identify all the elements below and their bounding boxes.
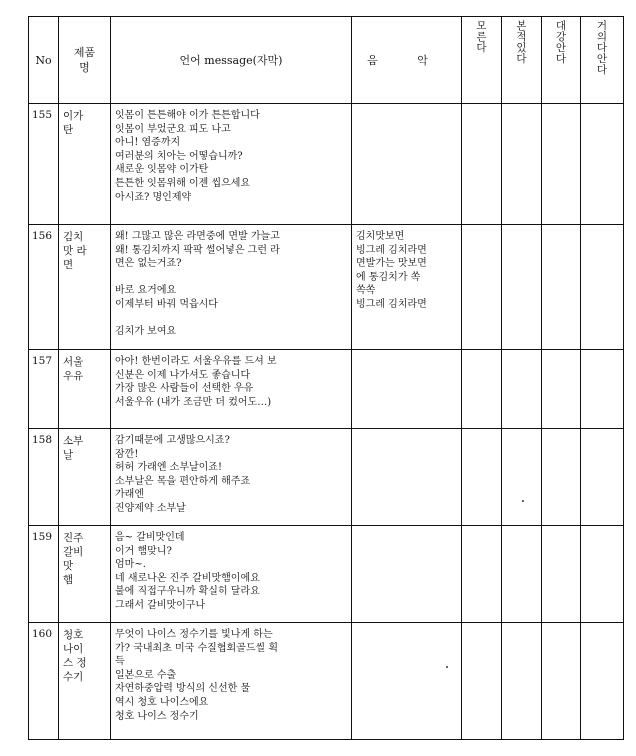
row-check-almost-know (581, 104, 624, 225)
message-line: 바로 요거에요 (115, 285, 177, 297)
row-music (352, 225, 462, 350)
header-no: No (29, 17, 59, 104)
music-line: 쏙쏙 (356, 285, 376, 297)
table-row (29, 623, 624, 740)
message-line: 이거 햄맞니? (115, 545, 172, 557)
message-line: 잇몸이 튼튼해야 이가 튼튼합니다 (115, 110, 260, 121)
message-line: 무엇이 나이스 정수기를 빛나게 하는 (115, 629, 273, 640)
message-line: 이제부터 바꿔 먹읍시다 (115, 298, 218, 310)
product-line: 갈비 (63, 546, 84, 558)
row-check-almost-know (581, 350, 624, 429)
message-line: 신분은 이제 나가셔도 좋습니다 (115, 369, 251, 381)
row-product (59, 350, 111, 429)
row-music (352, 623, 462, 740)
row-check-dont-know (462, 350, 502, 429)
message-line: 가? 국내최초 미국 수질협회골드씰 획 (115, 642, 278, 654)
row-product (59, 225, 111, 350)
product-line: 이가 (63, 110, 84, 122)
row-check-have-seen (502, 429, 542, 526)
message-line: 허허 가래엔 소부날이죠! (115, 462, 222, 474)
music-line: 빙그레 김치라면 (356, 298, 427, 310)
row-check-dont-know (462, 526, 502, 623)
row-check-roughly-know (542, 350, 581, 429)
scan-speck (446, 666, 448, 668)
message-line: 잠깐! (115, 448, 139, 460)
row-message (111, 104, 352, 225)
row-check-have-seen (502, 104, 542, 225)
row-music (352, 526, 462, 623)
message-line: 왜! 통김치까지 팍팍 썰어넣은 그런 라 (115, 244, 280, 256)
header-char: 다 (555, 53, 567, 65)
row-check-dont-know (462, 104, 502, 225)
product-line: 서울 (63, 356, 84, 368)
row-check-roughly-know (542, 225, 581, 350)
header-product-line: 명 (79, 61, 90, 74)
row-check-have-seen (502, 225, 542, 350)
row-message (111, 225, 352, 350)
row-no: 156 (29, 225, 59, 350)
header-music: 음 악 (352, 17, 462, 104)
row-check-dont-know (462, 429, 502, 526)
header-char: 거 (596, 20, 608, 32)
row-message (111, 429, 352, 526)
header-almost-know (581, 17, 624, 104)
header-char: 강 (555, 31, 567, 43)
header-product-line: 제품 (73, 46, 96, 59)
row-no: 158 (29, 429, 59, 526)
product-line: 탄 (63, 124, 74, 136)
row-check-roughly-know (542, 526, 581, 623)
row-music (352, 350, 462, 429)
product-line: 날 (63, 449, 74, 461)
row-product (59, 526, 111, 623)
row-check-dont-know (462, 225, 502, 350)
row-check-have-seen (502, 623, 542, 740)
message-line: 득 (115, 656, 125, 668)
header-message: 언어 message(자막) (111, 17, 352, 104)
header-char: 대 (555, 20, 567, 32)
message-line: 가장 많은 사람들이 선택한 우유 (115, 383, 254, 395)
row-music (352, 429, 462, 526)
product-line: 면 (63, 259, 74, 271)
header-char: 안 (596, 53, 608, 65)
message-line: 네 새로나온 진주 갈비맛햄이에요 (115, 572, 260, 584)
table-row (29, 350, 624, 429)
row-check-roughly-know (542, 623, 581, 740)
header-char: 른 (476, 31, 487, 43)
header-char: 다 (596, 64, 608, 76)
row-check-dont-know (462, 623, 502, 740)
product-line: 소부 (63, 435, 84, 447)
product-line: 청호 (63, 629, 84, 641)
header-dont-know (462, 17, 502, 104)
header-char: 모 (476, 20, 487, 32)
header-have-seen (502, 17, 542, 104)
header-char: 본 (516, 20, 527, 32)
product-line: 진주 (63, 532, 84, 544)
message-line: 왜! 그많고 많은 라면중에 면발 가늘고 (115, 231, 280, 242)
row-check-almost-know (581, 429, 624, 526)
message-line: 그래서 갈비맛이구나 (115, 599, 206, 611)
header-char: 다 (596, 42, 608, 54)
product-line: 맛 (63, 560, 74, 572)
music-line: 면발가는 맛보면 (356, 258, 427, 270)
header-char: 다 (476, 42, 487, 54)
message-line: 감기때문에 고생많으시죠? (115, 435, 230, 446)
message-line: 아니! 염증까지 (115, 137, 181, 149)
product-line: 스 정 (63, 657, 87, 669)
row-check-roughly-know (542, 104, 581, 225)
message-line: 역시 청호 나이스에요 (115, 696, 209, 708)
row-music (352, 104, 462, 225)
message-line: 일본으로 수출 (115, 669, 177, 681)
row-no: 159 (29, 526, 59, 623)
message-line: 진양제약 소부날 (115, 502, 186, 514)
row-check-almost-know (581, 526, 624, 623)
table-row (29, 526, 624, 623)
table-row (29, 104, 624, 225)
table-row (29, 429, 624, 526)
music-line: 김치맛보면 (356, 231, 405, 242)
message-line: 아시죠? 명인제약 (115, 191, 192, 203)
row-product (59, 429, 111, 526)
row-product (59, 104, 111, 225)
header-product (59, 17, 111, 104)
message-line-blank (115, 312, 349, 326)
music-line: 에 통김치가 쏙 (356, 271, 421, 283)
row-no: 157 (29, 350, 59, 429)
product-line: 맛 라 (63, 245, 87, 257)
message-line-blank (115, 271, 349, 285)
message-line: 여러분의 치아는 어떻습니까? (115, 150, 243, 162)
message-line: 튼튼한 잇몸위해 이젠 씹으세요 (115, 177, 251, 189)
message-line: 가래엔 (115, 489, 144, 501)
row-product (59, 623, 111, 740)
row-no: 160 (29, 623, 59, 740)
row-check-almost-know (581, 225, 624, 350)
message-line: 음~ 갈비맛인데 (115, 532, 185, 543)
message-line: 소부날은 목을 편안하게 해주죠 (115, 475, 251, 487)
row-message (111, 526, 352, 623)
message-line: 아아! 한번이라도 서울우유를 드셔 보 (115, 356, 277, 367)
header-char: 의 (596, 31, 608, 43)
row-check-have-seen (502, 526, 542, 623)
message-line: 청호 나이스 정수기 (115, 710, 199, 722)
message-line: 서울우유 (내가 조금만 더 컸어도…) (115, 396, 272, 408)
row-message (111, 350, 352, 429)
header-char: 안 (555, 42, 567, 54)
product-line: 나이 (63, 643, 84, 655)
row-message (111, 623, 352, 740)
row-check-have-seen (502, 350, 542, 429)
product-line: 수기 (63, 671, 84, 683)
header-char: 있 (516, 42, 527, 54)
row-check-almost-know (581, 623, 624, 740)
message-line: 잇몸이 부었군요 피도 나고 (115, 123, 231, 135)
message-line: 면은 없는거죠? (115, 258, 182, 270)
row-check-roughly-know (542, 429, 581, 526)
row-no: 155 (29, 104, 59, 225)
header-char: 적 (516, 31, 527, 43)
product-line: 햄 (63, 574, 74, 586)
message-line: 자연하중압력 방식의 신선한 물 (115, 683, 251, 695)
header-char: 다 (516, 53, 527, 65)
header-roughly-know (542, 17, 581, 104)
scan-speck (522, 500, 524, 502)
table-row (29, 225, 624, 350)
header-row (29, 17, 624, 104)
survey-table (28, 16, 624, 740)
product-line: 우유 (63, 370, 84, 382)
message-line: 불에 직접구우니까 확실히 달라요 (115, 586, 260, 598)
message-line: 새로운 잇몸약 이가탄 (115, 164, 209, 176)
message-line: 김치가 보여요 (115, 326, 177, 338)
product-line: 김치 (63, 231, 84, 243)
music-line: 빙그레 김치라면 (356, 244, 427, 256)
message-line: 엄마~. (115, 559, 146, 571)
